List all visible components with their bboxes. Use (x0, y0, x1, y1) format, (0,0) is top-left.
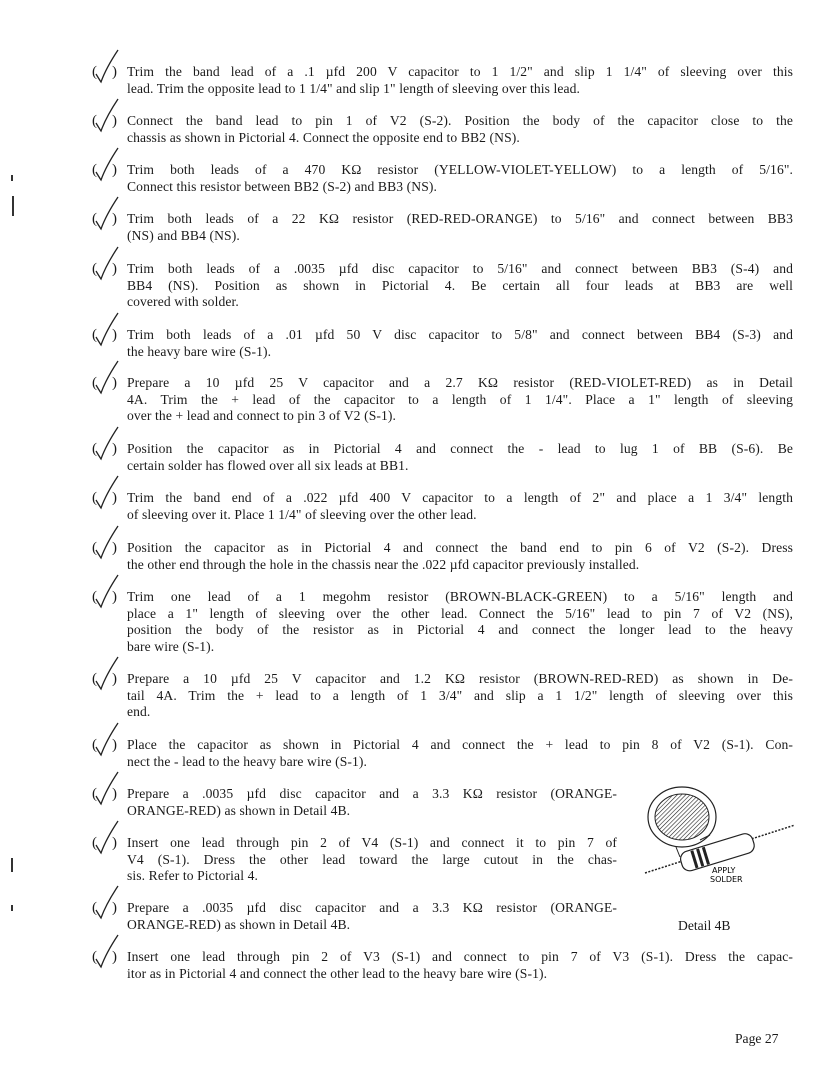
pencil-checkmark-icon (88, 357, 118, 397)
step-text-line: (NS) and BB4 (NS). (127, 227, 240, 243)
step-checkbox[interactable]: ( ) (92, 835, 126, 851)
step-checkbox[interactable]: ( ) (92, 589, 126, 605)
step-text-line: position the body of the resistor as in Pictorial 4 and connect the longer lead to the heavy (127, 622, 793, 637)
step-text-line: Place the capacitor as shown in Pictorial 4 and connect the + lead to pin 8 of V2 (S-1). Con- (127, 737, 793, 752)
pencil-checkmark-icon (88, 653, 118, 693)
step-text-line: ORANGE-RED) as shown in Detail 4B. (127, 916, 351, 932)
pencil-checkmark-icon (88, 309, 118, 349)
page-number: Page 27 (735, 1031, 779, 1046)
step-text-line: Prepare a 10 µfd 25 V capacitor and 1.2 KΩ resistor (BROWN-RED-RED) as shown in De- (127, 671, 793, 686)
step-text-line: V4 (S-1). Dress the other lead toward the large cutout in the chas- (127, 851, 617, 867)
pencil-checkmark-icon (88, 144, 118, 184)
step-text-line: Connect this resistor between BB2 (S-2) and BB3 (NS). (127, 178, 437, 194)
step-checkbox[interactable]: ( ) (92, 211, 126, 227)
step-text-line: Prepare a .0035 µfd disc capacitor and a 3.3 KΩ resistor (ORANGE- (127, 900, 617, 915)
step-text-line: covered with solder. (127, 294, 239, 309)
pencil-checkmark-icon (88, 95, 118, 135)
step-text-line: the heavy bare wire (S-1). (127, 343, 272, 359)
step-text (127, 211, 793, 244)
pencil-checkmark-icon (88, 423, 118, 463)
step-text (127, 113, 793, 146)
step-text-line: of sleeving over it. Place 1 1/4" of sleeving over the other lead. (127, 506, 477, 522)
pencil-checkmark-icon (88, 931, 118, 971)
step-text-line: over the + lead and connect to pin 3 of V2 (S-1). (127, 408, 397, 423)
detail-4b-illustration (640, 785, 800, 895)
step-text (127, 786, 617, 819)
step-text-line: bare wire (S-1). (127, 638, 215, 654)
step-text (127, 900, 617, 933)
step-text-line: Insert one lead through pin 2 of V3 (S-1) and connect to pin 7 of V3 (S-1). Dress the capac- (127, 949, 793, 964)
step-text (127, 671, 793, 721)
step-text-line: Connect the band lead to pin 1 of V2 (S-2). Position the body of the capacitor close to the (127, 113, 793, 128)
pencil-checkmark-icon (88, 817, 118, 857)
step-text (127, 589, 793, 655)
step-checkbox[interactable]: ( ) (92, 327, 126, 343)
step-text (127, 490, 793, 523)
step-text-line: Position the capacitor as in Pictorial 4 and connect the - lead to lug 1 of BB (S-6). Be (127, 441, 793, 456)
step-text (127, 540, 793, 573)
pencil-checkmark-icon (88, 46, 118, 86)
step-checkbox[interactable]: ( ) (92, 737, 126, 753)
step-text-line: Trim both leads of a .0035 µfd disc capacitor to 5/16" and connect between BB3 (S-4) and (127, 261, 793, 276)
step-text-line: Position the capacitor as in Pictorial 4 and connect the band end to pin 6 of V2 (S-2). Dress (127, 540, 793, 555)
step-text-line: Insert one lead through pin 2 of V4 (S-1) and connect it to pin 7 of (127, 835, 617, 850)
margin-mark (11, 858, 13, 872)
step-text-line: place a 1" length of sleeving over the other lead. Connect the 5/16" lead to pin 7 of V2 (NS), (127, 605, 793, 621)
step-checkbox[interactable]: ( ) (92, 64, 126, 80)
step-text-line: tail 4A. Trim the + lead to a length of 1 3/4" and slip a 1 1/2" length of sleeving over this (127, 687, 793, 703)
step-text (127, 64, 793, 97)
pencil-checkmark-icon (88, 719, 118, 759)
margin-mark (11, 175, 13, 181)
step-text (127, 441, 793, 474)
step-checkbox[interactable]: ( ) (92, 441, 126, 457)
step-checkbox[interactable]: ( ) (92, 261, 126, 277)
step-text-line: Trim both leads of a .01 µfd 50 V disc capacitor to 5/8" and connect between BB4 (S-3) and (127, 327, 793, 342)
step-text (127, 261, 793, 311)
step-checkbox[interactable]: ( ) (92, 540, 126, 556)
pencil-checkmark-icon (88, 193, 118, 233)
step-text-line: Prepare a .0035 µfd disc capacitor and a 3.3 KΩ resistor (ORANGE- (127, 786, 617, 801)
step-text (127, 327, 793, 360)
step-text-line: BB4 (NS). Position as shown in Pictorial 4. Be certain all four leads at BB3 are well (127, 277, 793, 293)
pencil-checkmark-icon (88, 243, 118, 283)
step-text (127, 737, 793, 770)
step-text-line: sis. Refer to Pictorial 4. (127, 868, 258, 883)
pencil-checkmark-icon (88, 571, 118, 611)
apply-label: APPLY (712, 866, 736, 875)
step-checkbox[interactable]: ( ) (92, 162, 126, 178)
step-text-line: Trim one lead of a 1 megohm resistor (BROWN-BLACK-GREEN) to a 5/16" length and (127, 589, 793, 604)
step-checkbox[interactable]: ( ) (92, 113, 126, 129)
step-checkbox[interactable]: ( ) (92, 490, 126, 506)
step-text-line: ORANGE-RED) as shown in Detail 4B. (127, 802, 351, 818)
step-text (127, 375, 793, 425)
step-text-line: the other end through the hole in the chassis near the .022 µfd capacitor previously installed. (127, 556, 640, 572)
margin-mark (11, 905, 13, 911)
step-text-line: Trim the band end of a .022 µfd 400 V capacitor to a length of 2" and place a 1 3/4" length (127, 490, 793, 505)
step-text-line: chassis as shown in Pictorial 4. Connect the opposite end to BB2 (NS). (127, 129, 520, 145)
detail-caption: Detail 4B (678, 918, 731, 933)
step-checkbox[interactable]: ( ) (92, 949, 126, 965)
step-text-line: itor as in Pictorial 4 and connect the other lead to the heavy bare wire (S-1). (127, 965, 548, 981)
margin-mark (12, 196, 14, 216)
step-text-line: end. (127, 704, 151, 719)
pencil-checkmark-icon (88, 472, 118, 512)
step-text-line: 4A. Trim the + lead of the capacitor to a length of 1 1/4". Place a 1" length of sleeving (127, 391, 793, 407)
step-checkbox[interactable]: ( ) (92, 671, 126, 687)
step-checkbox[interactable]: ( ) (92, 375, 126, 391)
step-text-line: certain solder has flowed over all six leads at BB1. (127, 457, 409, 473)
step-text-line: Trim both leads of a 22 KΩ resistor (RED-RED-ORANGE) to 5/16" and connect between BB3 (127, 211, 793, 226)
step-text (127, 835, 617, 885)
step-checkbox[interactable]: ( ) (92, 900, 126, 916)
pencil-checkmark-icon (88, 768, 118, 808)
step-checkbox[interactable]: ( ) (92, 786, 126, 802)
step-text-line: Trim the band lead of a .1 µfd 200 V capacitor to 1 1/2" and slip 1 1/4" of sleeving over this (127, 64, 793, 79)
pencil-checkmark-icon (88, 882, 118, 922)
step-text-line: Trim both leads of a 470 KΩ resistor (YELLOW-VIOLET-YELLOW) to a length of 5/16". (127, 162, 793, 177)
solder-label: SOLDER (710, 875, 743, 884)
step-text-line: lead. Trim the opposite lead to 1 1/4" and slip 1" length of sleeving over this lead. (127, 80, 581, 96)
step-text-line: Prepare a 10 µfd 25 V capacitor and a 2.7 KΩ resistor (RED-VIOLET-RED) as in Detail (127, 375, 793, 390)
step-text (127, 162, 793, 195)
step-text (127, 949, 793, 982)
step-text-line: nect the - lead to the heavy bare wire (S-1). (127, 753, 368, 769)
pencil-checkmark-icon (88, 522, 118, 562)
